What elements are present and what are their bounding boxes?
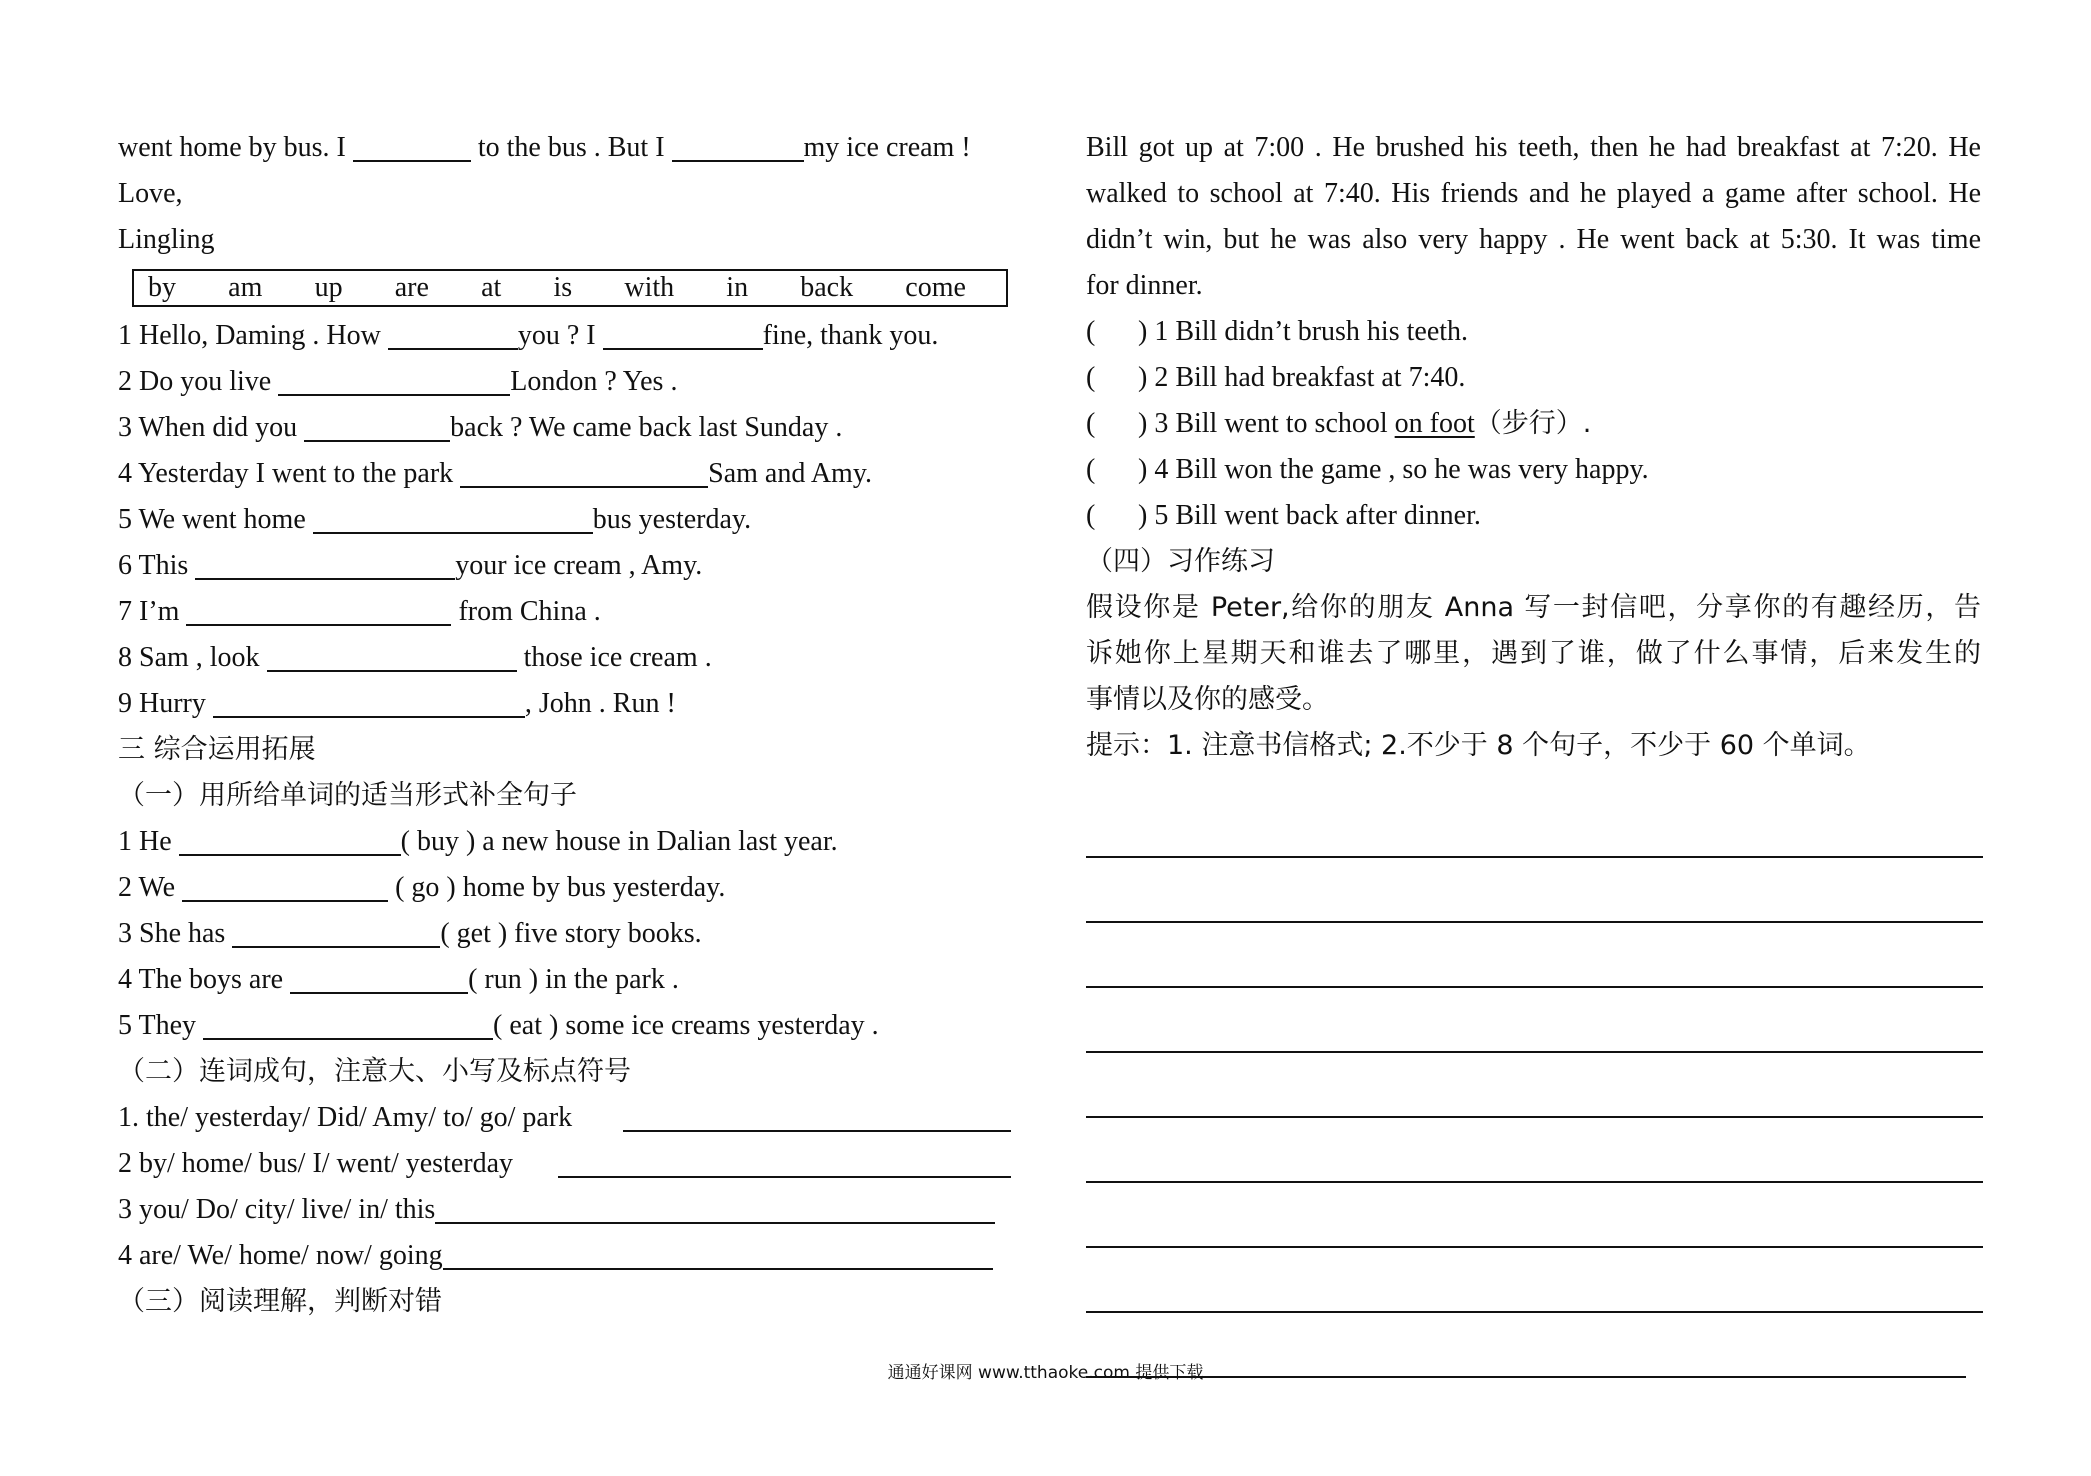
- word-bank-item: with: [624, 272, 675, 303]
- word-bank-item: up: [314, 272, 343, 303]
- word-bank-item: in: [726, 272, 749, 303]
- answer-blank[interactable]: [182, 870, 388, 902]
- page-footer: 通通好课网 www.tthaoke.com 提供下载: [887, 1363, 1204, 1383]
- subsection-title: （四）习作练习: [1086, 546, 1275, 577]
- letter-closing: Love,: [118, 178, 183, 209]
- section-title: 三 综合运用拓展: [118, 734, 316, 765]
- form-item: 1 He ( buy ) a new house in Dalian last year.: [118, 826, 838, 857]
- answer-blank[interactable]: [672, 130, 804, 162]
- letter-line: went home by bus. I to the bus . But I my ice cream !: [118, 132, 971, 163]
- word-bank-box: [132, 269, 1008, 307]
- answer-blank[interactable]: [304, 410, 450, 442]
- writing-line[interactable]: [1086, 1118, 1983, 1183]
- answer-blank[interactable]: [558, 1146, 1011, 1178]
- answer-blank[interactable]: [203, 1008, 493, 1040]
- writing-line[interactable]: [1086, 858, 1983, 923]
- word-bank-item: am: [228, 272, 263, 303]
- answer-paren[interactable]: (: [1086, 500, 1096, 531]
- true-false-item: ( ) 4 Bill won the game , so he was very happy.: [1086, 447, 1981, 493]
- reading-passage-line: for dinner.: [1086, 270, 1203, 301]
- word-bank-item: by: [148, 272, 176, 303]
- true-false-item: ( ) 5 Bill went back after dinner.: [1086, 493, 1981, 539]
- word-bank-item: come: [905, 272, 966, 303]
- answer-blank[interactable]: [179, 824, 401, 856]
- true-false-item: ( ) 2 Bill had breakfast at 7:40.: [1086, 355, 1981, 401]
- answer-blank[interactable]: [443, 1238, 993, 1270]
- subsection-title: （三）阅读理解，判断对错: [118, 1286, 442, 1317]
- writing-line[interactable]: [1086, 1183, 1983, 1248]
- form-item: 2 We ( go ) home by bus yesterday.: [118, 872, 726, 903]
- true-false-item: ( ) 1 Bill didn’t brush his teeth.: [1086, 309, 1981, 355]
- fill-item: 1 Hello, Daming . How you ? I fine, thank you.: [118, 320, 939, 351]
- word-bank-item: back: [800, 272, 854, 303]
- writing-line[interactable]: [1086, 923, 1983, 988]
- order-item: 2 by/ home/ bus/ I/ went/ yesterday: [118, 1141, 1018, 1187]
- fill-item: 2 Do you live London ? Yes .: [118, 366, 678, 397]
- reading-passage-line: walked to school at 7:40. His friends and he played a game after school. He: [1086, 178, 1981, 209]
- fill-item: 6 This your ice cream , Amy.: [118, 550, 703, 581]
- form-item: 4 The boys are ( run ) in the park .: [118, 964, 679, 995]
- answer-paren[interactable]: (: [1086, 454, 1096, 485]
- answer-blank[interactable]: [213, 686, 525, 718]
- writing-line[interactable]: [1086, 1248, 1983, 1313]
- answer-blank[interactable]: [195, 548, 455, 580]
- writing-area[interactable]: [1086, 793, 1981, 1378]
- answer-blank[interactable]: [388, 318, 518, 350]
- answer-blank[interactable]: [623, 1100, 1011, 1132]
- word-bank-item: at: [481, 272, 502, 303]
- form-item: 3 She has ( get ) five story books.: [118, 918, 702, 949]
- reading-passage-line: Bill got up at 7:00 . He brushed his teeth, then he had breakfast at 7:20. He: [1086, 132, 1981, 163]
- answer-blank[interactable]: [313, 502, 593, 534]
- answer-blank[interactable]: [278, 364, 510, 396]
- order-item: 3 you/ Do/ city/ live/ in/ this: [118, 1187, 1018, 1233]
- answer-blank[interactable]: [353, 130, 471, 162]
- letter-signature: Lingling: [118, 224, 215, 255]
- writing-hint: 提示：1. 注意书信格式; 2.不少于 8 个句子，不少于 60 个单词。: [1086, 730, 1871, 761]
- writing-prompt-line: 事情以及你的感受。: [1086, 684, 1329, 715]
- fill-item: 5 We went home bus yesterday.: [118, 504, 752, 535]
- reading-passage-line: didn’t win, but he was also very happy . He went back at 5:30. It was time: [1086, 224, 1981, 255]
- subsection-title: （二）连词成句，注意大、小写及标点符号: [118, 1056, 631, 1087]
- writing-line[interactable]: [1086, 793, 1983, 858]
- answer-paren[interactable]: (: [1086, 316, 1096, 347]
- right-column: [1086, 125, 1981, 1378]
- fill-item: 9 Hurry , John . Run !: [118, 688, 676, 719]
- answer-paren[interactable]: (: [1086, 408, 1096, 439]
- writing-line[interactable]: [1086, 1053, 1983, 1118]
- order-item: 1. the/ yesterday/ Did/ Amy/ to/ go/ park: [118, 1095, 1018, 1141]
- word-bank-item: is: [553, 272, 573, 303]
- answer-blank[interactable]: [460, 456, 708, 488]
- answer-paren[interactable]: (: [1086, 362, 1096, 393]
- left-column: [118, 125, 1018, 1325]
- answer-blank[interactable]: [435, 1192, 995, 1224]
- true-false-item: ( ) 3 Bill went to school on foot（步行）.: [1086, 401, 1981, 447]
- answer-blank[interactable]: [290, 962, 468, 994]
- fill-item: 7 I’m from China .: [118, 596, 601, 627]
- writing-line[interactable]: [1086, 988, 1983, 1053]
- writing-prompt-line: 诉她你上星期天和谁去了哪里，遇到了谁，做了什么事情，后来发生的: [1086, 638, 1981, 669]
- form-item: 5 They ( eat ) some ice creams yesterday .: [118, 1010, 879, 1041]
- answer-blank[interactable]: [232, 916, 440, 948]
- answer-blank[interactable]: [603, 318, 763, 350]
- order-item: 4 are/ We/ home/ now/ going: [118, 1233, 1018, 1279]
- writing-prompt-line: 假设你是 Peter,给你的朋友 Anna 写一封信吧，分享你的有趣经历，告: [1086, 592, 1981, 623]
- fill-item: 4 Yesterday I went to the park Sam and Amy.: [118, 458, 872, 489]
- fill-item: 8 Sam , look those ice cream .: [118, 642, 712, 673]
- word-bank-item: are: [394, 272, 429, 303]
- fill-item: 3 When did you back ? We came back last Sunday .: [118, 412, 843, 443]
- answer-blank[interactable]: [267, 640, 517, 672]
- answer-blank[interactable]: [186, 594, 451, 626]
- subsection-title: （一）用所给单词的适当形式补全句子: [118, 780, 577, 811]
